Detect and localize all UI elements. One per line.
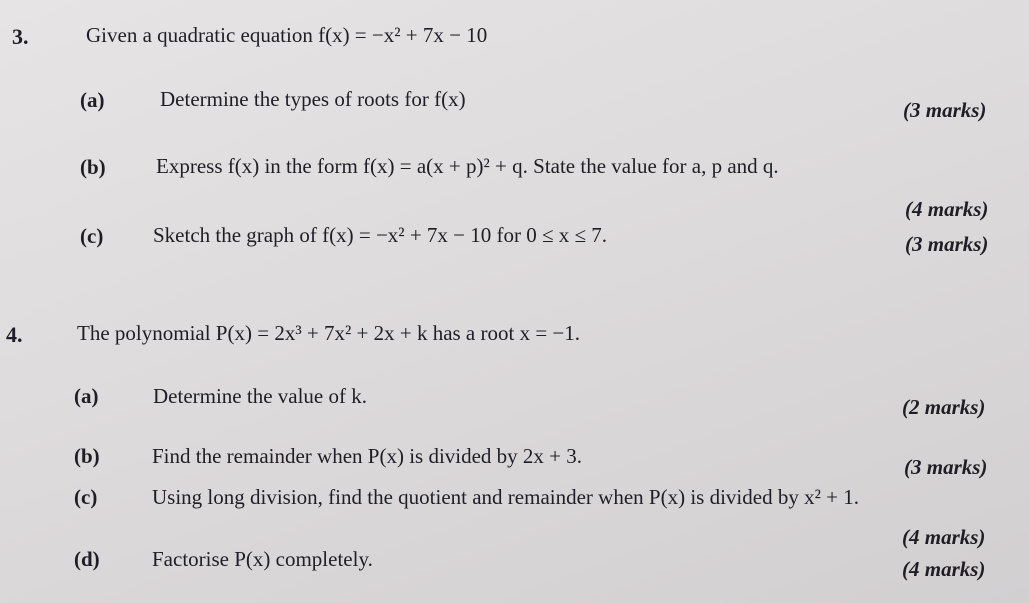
question-4d-marks: (4 marks): [902, 557, 986, 581]
question-3b-label: (b): [80, 155, 106, 179]
question-3-number: 3.: [12, 24, 29, 49]
question-3a-text: Determine the types of roots for f(x): [160, 87, 466, 111]
question-4a-marks: (2 marks): [902, 395, 986, 419]
question-4d-label: (d): [74, 547, 100, 571]
question-4-stem: The polynomial P(x) = 2x³ + 7x² + 2x + k has a root x = −1.: [77, 321, 581, 345]
question-3a-label: (a): [80, 88, 105, 112]
question-3c-label: (c): [80, 224, 104, 248]
question-3b-marks: (4 marks): [905, 197, 989, 221]
question-4a-label: (a): [74, 384, 99, 408]
question-4b-marks: (3 marks): [904, 455, 988, 479]
question-3b-text: Express f(x) in the form f(x) = a(x + p)² + q. State the value for a, p and q.: [156, 154, 779, 178]
question-3-stem: Given a quadratic equation f(x) = −x² + 7x − 10: [86, 23, 488, 47]
question-4d-text: Factorise P(x) completely.: [152, 547, 373, 571]
question-4a-text: Determine the value of k.: [153, 384, 367, 408]
question-4c-text: Using long division, find the quotient and remainder when P(x) is divided by x² + 1.: [152, 485, 859, 509]
question-3c-marks: (3 marks): [905, 232, 989, 256]
question-4c-marks: (4 marks): [902, 525, 986, 549]
question-4b-text: Find the remainder when P(x) is divided by 2x + 3.: [152, 444, 583, 468]
question-4-number: 4.: [6, 322, 23, 347]
question-4b-label: (b): [74, 444, 100, 468]
question-4c-label: (c): [74, 485, 98, 509]
question-3c-text: Sketch the graph of f(x) = −x² + 7x − 10 for 0 ≤ x ≤ 7.: [153, 223, 608, 247]
question-3a-marks: (3 marks): [903, 98, 987, 122]
